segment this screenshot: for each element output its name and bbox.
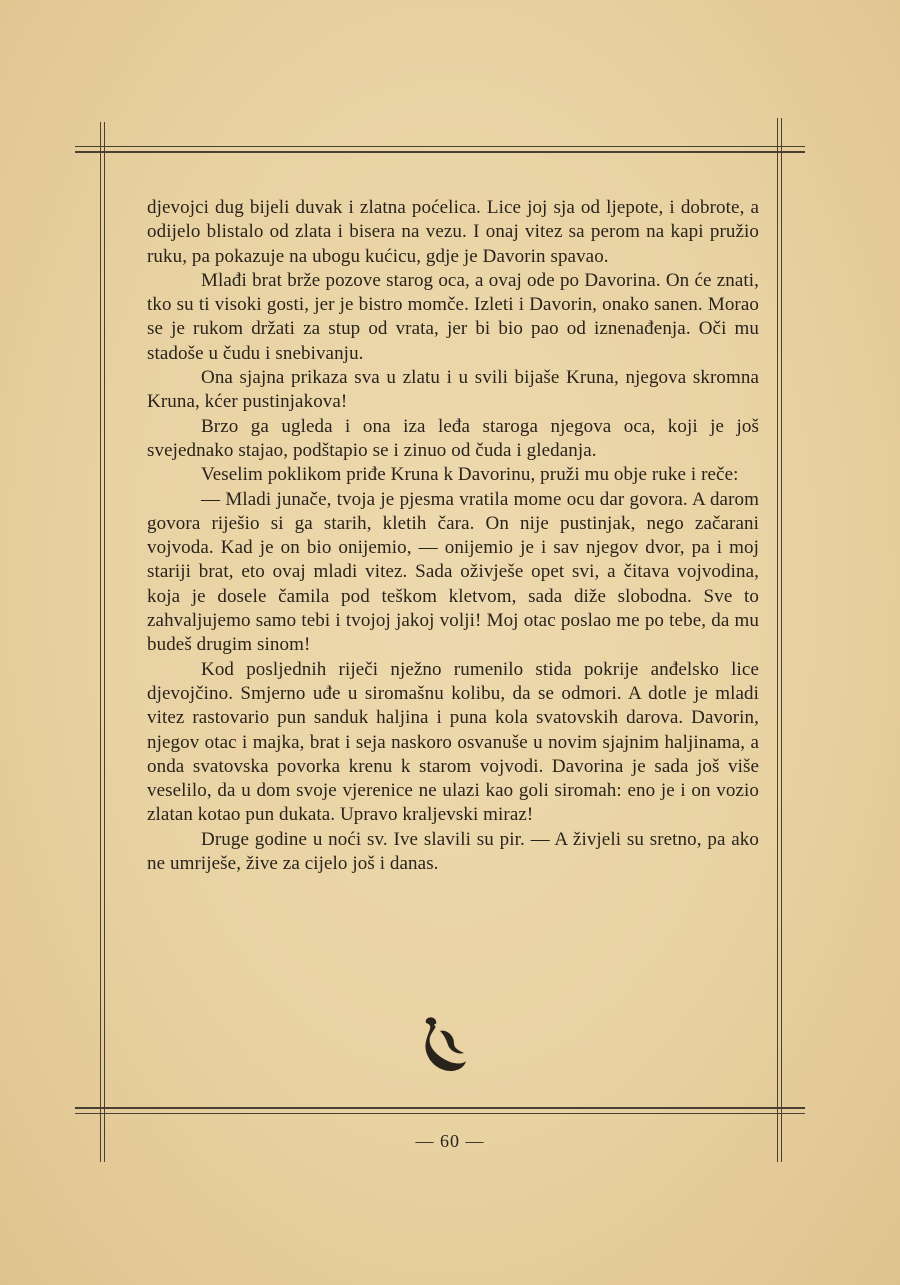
left-border-line [100,122,101,1162]
paragraph: — Mladi junače, tvoja je pjesma vratila mome ocu dar govora. A darom govora riješio si ga starih, kletih čara. On nije pustinjak, nego začarani vojvoda. Kad je on bio onijemio, — onijemio je i sav njegov dvor, pa i moj stariji brat, eto ovaj mladi vitez. Sada oživješe opet svi, a čitava vojvodina, koja je dosele čamila pod teškom kletvom, sada diže slobodna. Sve to zahvaljujemo samo tebi i tvojoj jakoj volji! Moj otac poslao me po tebe, da mu budeš drugim sinom! [147,488,759,656]
top-rule-thick [75,151,805,153]
paragraph: Kod posljednih riječi nježno rumenilo stida pokrije anđelsko lice djevojčino. Smjerno uđe u siromašnu kolibu, da se odmori. A dotle je mladi vitez rastovario pun sanduk haljina i puna kola svatovskih darova. Davorin, njegov otac i majka, brat i seja naskoro osvanuše u novim sjajnim haljinama, a onda svatovska povorka krenu k starom vojvodi. Davorina je sada još više veselilo, da u dom svoje vjerenice ne ulazi kao goli siromah: eno je i on vozio zlatan kotao pun dukata. Upravo kraljevski miraz! [147,658,759,826]
left-border-line-inner [104,122,105,1162]
bottom-rule-thick [75,1107,805,1109]
right-border-line-inner [777,118,778,1162]
top-rule-thin [75,146,805,147]
bottom-rule-thin [75,1113,805,1114]
paragraph: Mlađi brat brže pozove starog oca, a ovaj ode po Davorina. On će znati, tko su ti visoki gosti, jer je bistro momče. Izleti i Davorin, onako sanen. Morao se je rukom držati za stup od vrata, jer bi bio pao od iznenađenja. Oči mu stadoše u čudu i snebivanju. [147,269,759,364]
paragraph: djevojci dug bijeli duvak i zlatna poćelica. Lice joj sja od ljepote, i dobrote, a odijelo blistalo od zlata i bisera na vezu. I onaj vitez sa perom na kapi pružio ruku, pa pokazuje na ubogu kućicu, gdje je Davorin spavao. [147,197,759,267]
body-text [147,196,759,876]
paragraph: Druge godine u noći sv. Ive slavili su pir. — A živjeli su sretno, pa ako ne umriješe, žive za cijelo još i danas. [147,828,759,875]
floral-vignette-icon [420,1015,468,1073]
page-number: — 60 — [415,1131,485,1151]
right-border-line [781,118,782,1162]
paragraph: Veselim poklikom priđe Kruna k Davorinu, pruži mu obje ruke i reče: [201,464,739,486]
paragraph: Brzo ga ugleda i ona iza leđa staroga njegova oca, koji je još svejednako stajao, podštapio se i zinuo od čuda i gledanja. [147,415,759,461]
paragraph: Ona sjajna prikaza sva u zlatu i u svili bijaše Kruna, njegova skromna Kruna, kćer pustinjakova! [147,367,759,413]
